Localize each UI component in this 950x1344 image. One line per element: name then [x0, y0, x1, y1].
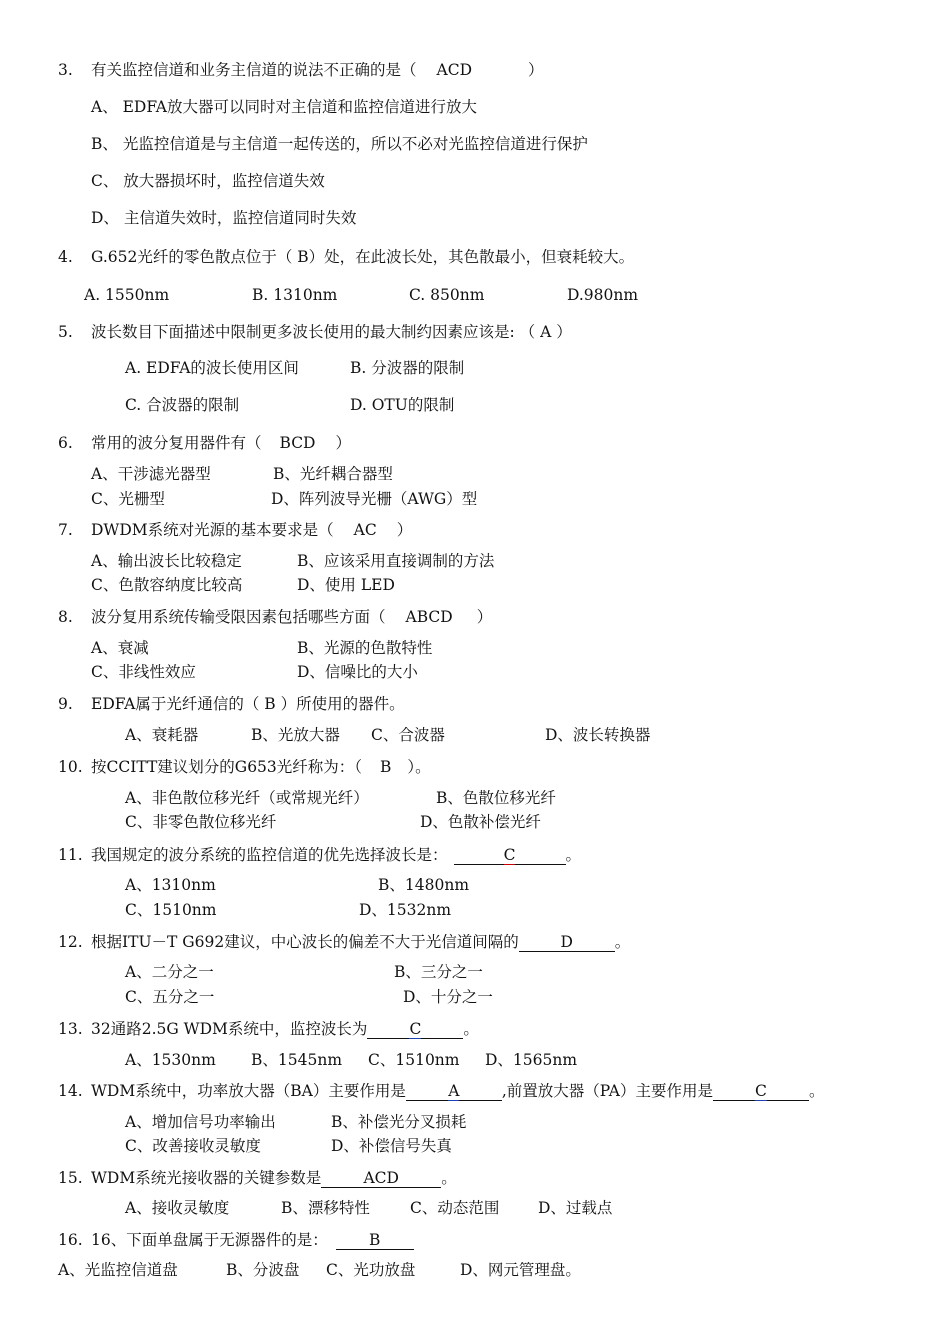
q9-option-d: D、波长转换器: [545, 726, 651, 744]
q16-stem-text: 16、下面单盘属于无源器件的是：: [91, 1231, 328, 1249]
q7-close: ）: [396, 521, 413, 539]
q14-answer-blank-1: [406, 1082, 502, 1101]
q16-option-c: C、光功放盘: [326, 1261, 416, 1279]
q3-stem-text: 有关监控信道和业务主信道的说法不正确的是（: [91, 61, 417, 79]
q4-option-c: C. 850nm: [409, 286, 485, 304]
q13-answer-blank: [367, 1020, 463, 1039]
q14-answer-blank-2: [713, 1082, 809, 1101]
q14-stem: [91, 1081, 824, 1101]
q5-number: 5.: [58, 323, 73, 341]
q4-stem: G.652光纤的零色散点位于（ B）处，在此波长处，其色散最小，但衰耗较大。: [91, 248, 635, 266]
q8-number: 8.: [58, 608, 73, 626]
q15-number: 15.: [58, 1169, 83, 1187]
q6-number: 6.: [58, 434, 73, 452]
q3-option-c: C、 放大器损坏时，监控信道失效: [91, 172, 325, 190]
q6-close: ）: [335, 434, 351, 452]
q11-answer-blank: [454, 846, 566, 865]
q14-number: 14.: [58, 1082, 83, 1100]
q14-answer-2: C: [755, 1082, 767, 1100]
q5-option-d: D. OTU的限制: [350, 396, 455, 414]
q16-option-a: A、光监控信道盘: [58, 1261, 178, 1279]
q15-stem-text: WDM系统光接收器的关键参数是: [91, 1169, 322, 1187]
q9-option-b: B、光放大器: [251, 726, 340, 744]
q13-option-d: D、1565nm: [485, 1051, 578, 1069]
q13-option-b: B、1545nm: [251, 1051, 343, 1069]
q14-answer-1: A: [448, 1082, 460, 1100]
q8-close: ）: [476, 608, 493, 626]
q5-option-a: A. EDFA的波长使用区间: [125, 359, 299, 377]
q7-option-b: B、应该采用直接调制的方法: [297, 552, 495, 570]
q11-option-d: D、1532nm: [359, 901, 452, 919]
q11-option-b: B、1480nm: [378, 876, 470, 894]
q14-option-a: A、增加信号功率输出: [125, 1113, 276, 1131]
q11-option-c: C、1510nm: [125, 901, 217, 919]
q12-option-a: A、二分之一: [125, 963, 214, 981]
q14-option-c: C、改善接收灵敏度: [125, 1137, 261, 1155]
q12-option-c: C、五分之一: [125, 988, 215, 1006]
q15-answer: ACD: [363, 1169, 399, 1187]
q13-close: 。: [463, 1020, 479, 1038]
q13-option-c: C、1510nm: [368, 1051, 460, 1069]
q14-close: 。: [808, 1082, 825, 1100]
q11-answer: C: [503, 846, 516, 864]
q13-stem-text: 32通路2.5G WDM系统中，监控波长为: [91, 1020, 368, 1038]
q16-stem: [91, 1230, 414, 1250]
q10-number: 10.: [58, 758, 83, 776]
q15-option-a: A、接收灵敏度: [125, 1199, 230, 1217]
q3-close: ）: [528, 61, 544, 79]
q5-option-b: B. 分波器的限制: [350, 359, 465, 377]
q11-stem-text: 我国规定的波分系统的监控信道的优先选择波长是：: [91, 846, 448, 864]
q14-option-b: B、补偿光分叉损耗: [331, 1113, 467, 1131]
q10-stem-text: 按CCITT建议划分的G653光纤称为：（: [91, 758, 363, 776]
q13-option-a: A、1530nm: [125, 1051, 216, 1069]
q7-option-a: A、输出波长比较稳定: [91, 552, 242, 570]
q13-answer: C: [409, 1020, 422, 1038]
q12-answer-blank: [519, 933, 615, 952]
q14-stem-text: WDM系统中，功率放大器（BA）主要作用是: [91, 1082, 406, 1100]
q8-option-b: B、光源的色散特性: [297, 639, 433, 657]
q9-stem: EDFA属于光纤通信的（ B ）所使用的器件。: [91, 695, 405, 713]
q12-option-b: B、三分之一: [394, 963, 483, 981]
q12-close: 。: [614, 933, 631, 951]
q15-stem: [91, 1168, 457, 1188]
q12-answer: D: [560, 933, 573, 951]
q14-option-d: D、补偿信号失真: [331, 1137, 452, 1155]
q16-option-b: B、分波盘: [226, 1261, 300, 1279]
q3-option-d: D、 主信道失效时，监控信道同时失效: [91, 209, 357, 227]
q10-option-c: C、非零色散位移光纤: [125, 813, 277, 831]
q15-option-c: C、动态范围: [410, 1199, 500, 1217]
q8-stem: [91, 607, 492, 627]
q6-option-a: A、干涉滤光器型: [91, 465, 211, 483]
q3-option-b: B、 光监控信道是与主信道一起传送的，所以不必对光监控信道进行保护: [91, 135, 588, 153]
q10-answer: B: [380, 758, 392, 776]
q7-option-c: C、色散容纳度比较高: [91, 576, 243, 594]
q7-stem: [91, 520, 412, 540]
q4-option-d: D.980nm: [567, 286, 639, 304]
q15-option-d: D、过载点: [538, 1199, 613, 1217]
q11-close: 。: [565, 846, 582, 864]
q12-option-d: D、十分之一: [403, 988, 493, 1006]
q3-option-a: A、 EDFA放大器可以同时对主信道和监控信道进行放大: [91, 98, 477, 116]
q6-option-b: B、光纤耦合器型: [273, 465, 393, 483]
q4-number: 4.: [58, 248, 73, 266]
q15-answer-blank: [321, 1169, 441, 1188]
q8-option-a: A、衰减: [91, 639, 149, 657]
q12-stem-text: 根据ITU－T G692建议，中心波长的偏差不大于光信道间隔的: [91, 933, 519, 951]
q16-number: 16.: [58, 1231, 83, 1249]
q9-option-a: A、衰耗器: [125, 726, 199, 744]
q12-stem: [91, 932, 630, 952]
q13-stem: [91, 1019, 479, 1039]
q6-answer: BCD: [279, 434, 316, 452]
q16-option-d: D、网元管理盘。: [460, 1261, 581, 1279]
q5-option-c: C. 合波器的限制: [125, 396, 240, 414]
q14-mid-text: ,前置放大器（PA）主要作用是: [501, 1082, 713, 1100]
q15-close: 。: [441, 1169, 457, 1187]
q8-stem-text: 波分复用系统传输受限因素包括哪些方面（: [91, 608, 386, 626]
q10-option-b: B、色散位移光纤: [436, 789, 556, 807]
q12-number: 12.: [58, 933, 83, 951]
q15-option-b: B、漂移特性: [281, 1199, 370, 1217]
q4-option-b: B. 1310nm: [252, 286, 338, 304]
q7-stem-text: DWDM系统对光源的基本要求是（: [91, 521, 334, 539]
q3-stem: [91, 60, 544, 80]
q7-number: 7.: [58, 521, 73, 539]
q6-stem-text: 常用的波分复用器件有（: [91, 434, 262, 452]
q4-option-a: A. 1550nm: [84, 286, 170, 304]
q10-option-d: D、色散补偿光纤: [420, 813, 541, 831]
q7-answer: AC: [353, 521, 377, 539]
q10-close: ）。: [407, 758, 431, 776]
q16-answer-blank: [336, 1231, 414, 1250]
q13-number: 13.: [58, 1020, 83, 1038]
q8-option-d: D、信噪比的大小: [297, 663, 418, 681]
q3-answer: ACD: [436, 61, 472, 79]
q8-answer: ABCD: [405, 608, 453, 626]
q16-answer: B: [369, 1231, 381, 1249]
q11-number: 11.: [58, 846, 83, 864]
q11-option-a: A、1310nm: [125, 876, 216, 894]
q10-option-a: A、非色散位移光纤（或常规光纤）: [125, 789, 369, 807]
q5-stem: 波长数目下面描述中限制更多波长使用的最大制约因素应该是: （ A ）: [91, 323, 572, 341]
q6-option-d: D、阵列波导光栅（AWG）型: [271, 490, 478, 508]
q11-stem: [91, 845, 581, 865]
q9-number: 9.: [58, 695, 73, 713]
q6-option-c: C、光栅型: [91, 490, 165, 508]
q7-option-d: D、使用 LED: [297, 576, 395, 594]
q8-option-c: C、非线性效应: [91, 663, 196, 681]
q6-stem: [91, 433, 351, 453]
q3-number: 3.: [58, 61, 73, 79]
q9-option-c: C、合波器: [371, 726, 445, 744]
q10-stem: [91, 757, 431, 777]
